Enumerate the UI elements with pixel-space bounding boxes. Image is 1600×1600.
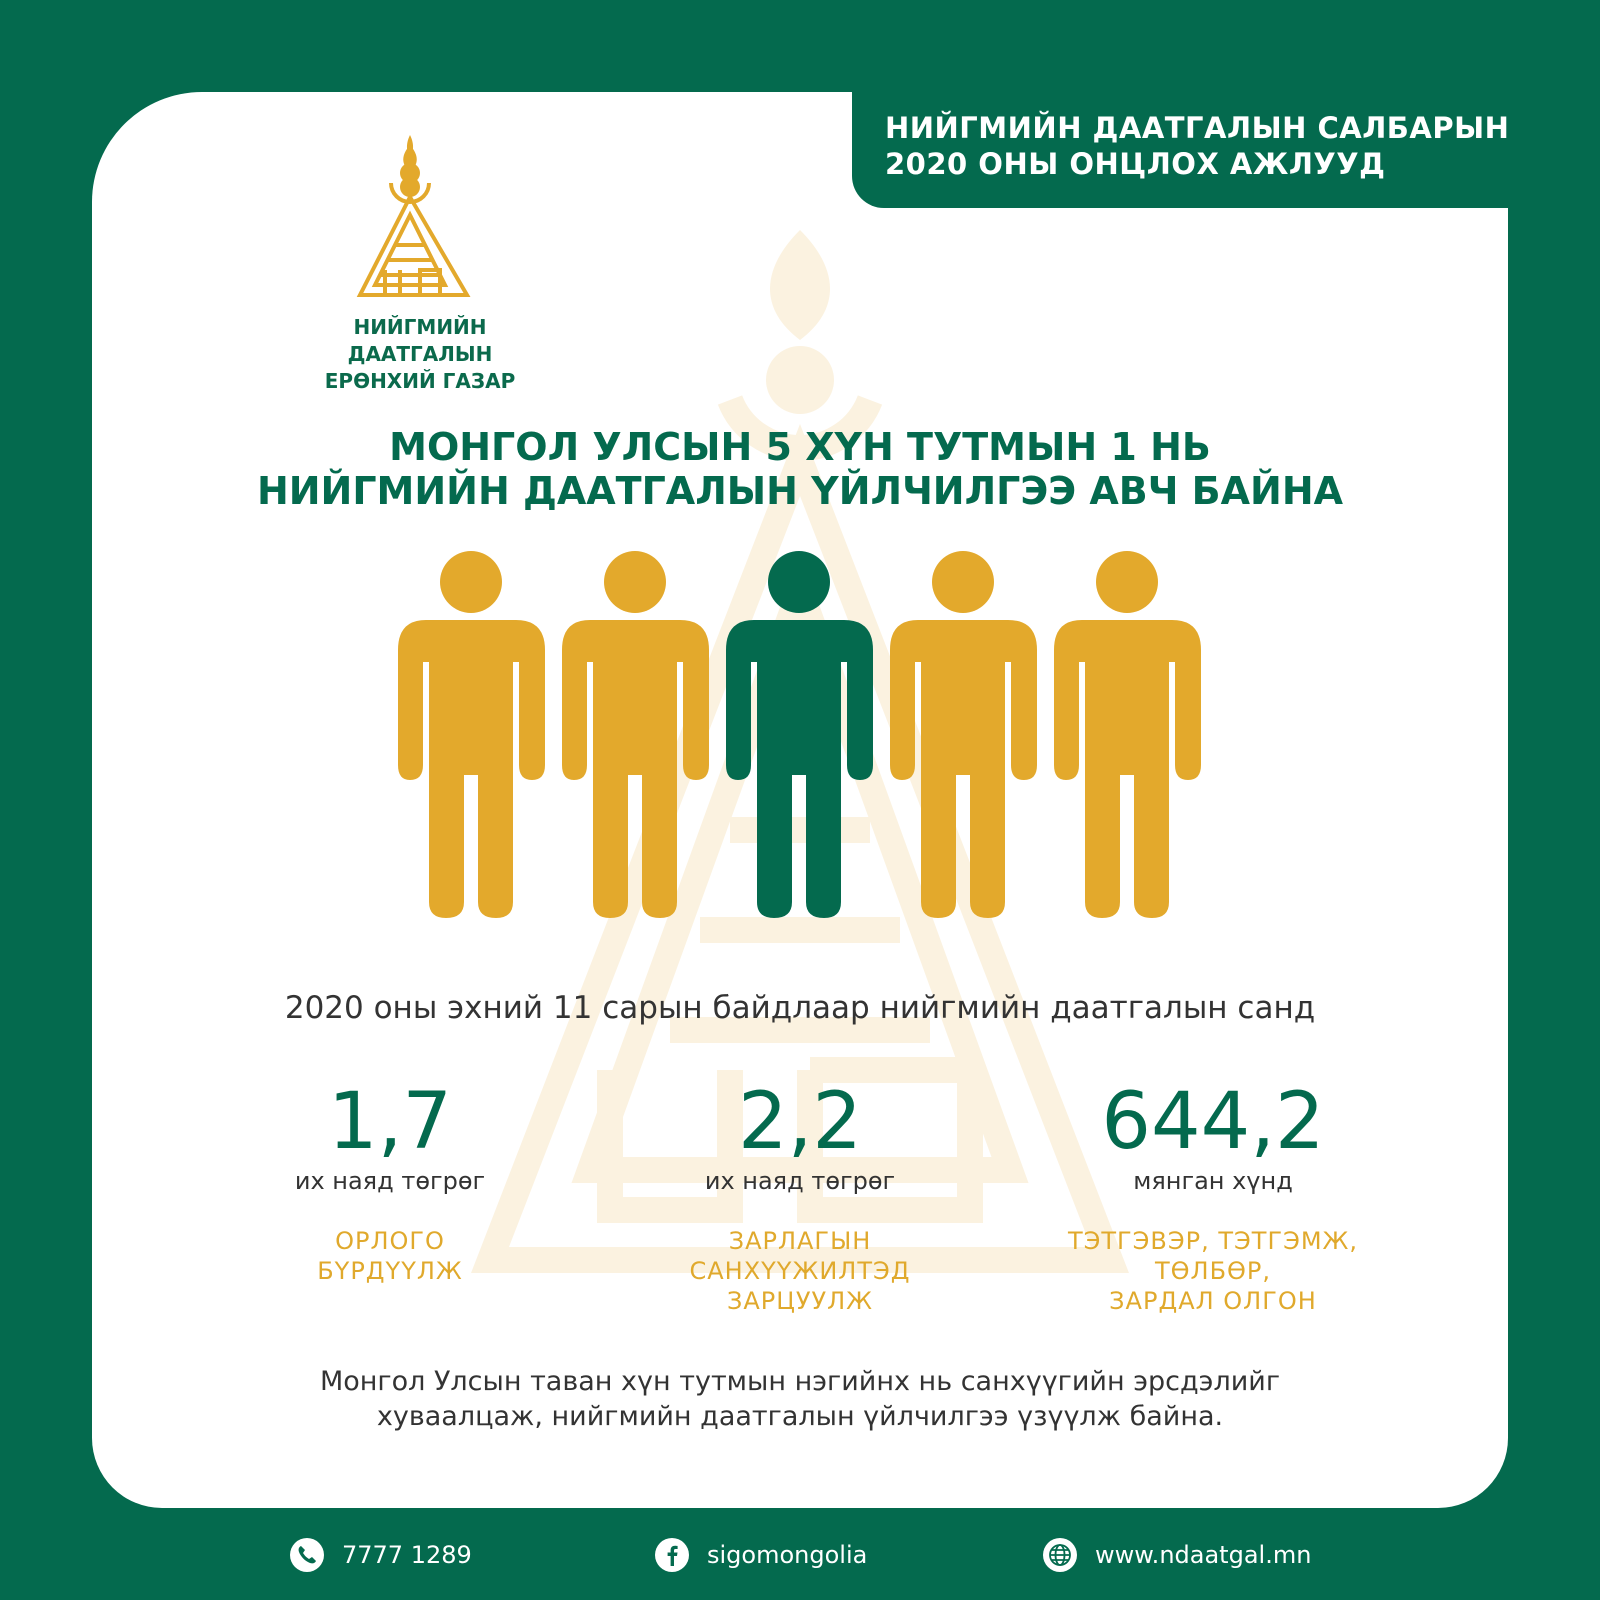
- sigo-logo-icon: [355, 135, 485, 310]
- person-figure: [890, 551, 1037, 918]
- stat-unit: мянган хүнд: [1133, 1167, 1293, 1195]
- facebook-icon: [655, 1538, 689, 1572]
- stat-description: ОРЛОГО БҮРДҮҮЛЖ: [317, 1227, 463, 1285]
- people-figures: [398, 550, 1208, 920]
- stat-unit: их наяд төгрөг: [704, 1167, 896, 1195]
- website-url: www.ndaatgal.mn: [1095, 1541, 1312, 1569]
- stat-value: 644,2: [1101, 1077, 1325, 1167]
- main-title-line1: МОНГОЛ УЛСЫН 5 ХҮН ТУТМЫН 1 НЬ: [389, 425, 1211, 469]
- stat-description: ЗАРЛАГЫН САНХҮҮЖИЛТЭД ЗАРЦУУЛЖ: [689, 1227, 911, 1315]
- footer-phone[interactable]: [290, 1537, 472, 1573]
- phone-icon: [290, 1538, 324, 1572]
- org-name-line2: ЕРӨНХИЙ ГАЗАР: [324, 369, 516, 393]
- footnote-text: Монгол Улсын таван хүн тутмын нэгийнх нь санхүүгийн эрсдэлийг хуваалцаж, нийгмийн даатгалын үйлчилгээ үзүүлж байна.: [319, 1366, 1281, 1432]
- facebook-handle: sigomongolia: [707, 1541, 868, 1569]
- main-title: [200, 425, 1400, 513]
- footer-facebook[interactable]: [655, 1537, 867, 1573]
- stat-value: 2,2: [737, 1077, 863, 1167]
- person-figure: [562, 551, 709, 918]
- intro-text: 2020 оны эхний 11 сарын байдлаар нийгмийн даатгалын санд: [284, 990, 1316, 1026]
- person-figure: [398, 551, 545, 918]
- stat-unit: их наяд төгрөг: [294, 1167, 486, 1195]
- stat-income: [180, 1077, 600, 1286]
- stat-description: ТЭТГЭВЭР, ТЭТГЭМЖ, ТӨЛБӨР, ЗАРДАЛ ОЛГОН: [1067, 1227, 1359, 1315]
- stat-value: 1,7: [327, 1077, 453, 1167]
- main-title-line2: НИЙГМИЙН ДААТГАЛЫН ҮЙЛЧИЛГЭЭ АВЧ БАЙНА: [256, 469, 1344, 513]
- person-figure-highlighted: [726, 551, 873, 918]
- globe-icon: [1043, 1538, 1077, 1572]
- stat-expenditure: [590, 1077, 1010, 1316]
- header-title: НИЙГМИЙН ДААТГАЛЫН САЛБАРЫН 2020 ОНЫ ОНЦЛОХ АЖЛУУД: [885, 111, 1510, 181]
- org-name-line1: НИЙГМИЙН ДААТГАЛЫН: [347, 315, 493, 366]
- footer-website[interactable]: [1043, 1537, 1311, 1573]
- phone-number: 7777 1289: [342, 1541, 472, 1569]
- org-name: [280, 314, 560, 395]
- stat-beneficiaries: [1003, 1077, 1423, 1316]
- person-figure: [1054, 551, 1201, 918]
